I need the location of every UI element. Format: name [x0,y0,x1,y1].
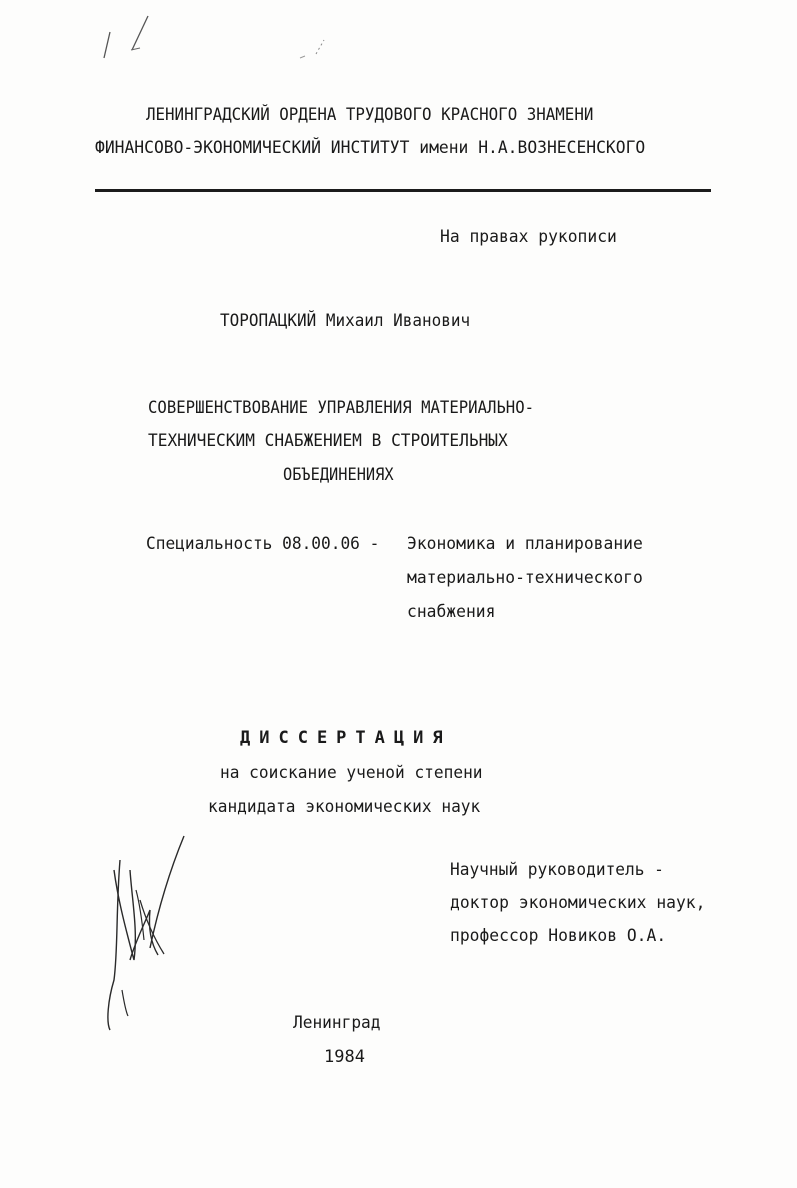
specialty-label: Специальность 08.00.06 - [146,534,380,554]
place: Ленинград [293,1013,381,1033]
signature-mark [100,830,200,1040]
author-name: ТОРОПАЦКИЙ Михаил Иванович [220,311,471,331]
supervisor-line-1: Научный руководитель - [450,860,664,880]
title-line-3: ОБЪЕДИНЕНИЯХ [283,465,394,485]
title-line-1: СОВЕРШЕНСТВОВАНИЕ УПРАВЛЕНИЯ МАТЕРИАЛЬНО- [148,398,535,418]
title-line-2: ТЕХНИЧЕСКИМ СНАБЖЕНИЕМ В СТРОИТЕЛЬНЫХ [148,431,508,451]
rights-note: На правах рукописи [440,227,617,247]
institution-line-1: ЛЕНИНГРАДСКИЙ ОРДЕНА ТРУДОВОГО КРАСНОГО ЗНАМЕНИ [146,105,594,125]
dissertation-heading: ДИССЕРТАЦИЯ [240,728,452,748]
supervisor-line-3: профессор Новиков О.А. [450,926,667,946]
pencil-marks [0,0,797,80]
specialty-line-3: снабжения [407,602,496,622]
specialty-line-2: материально-технического [407,568,643,588]
dissertation-line-1: на соискание ученой степени [220,763,483,783]
supervisor-line-2: доктор экономических наук, [450,893,706,913]
dissertation-line-2: кандидата экономических наук [208,797,481,817]
header-divider [95,189,711,192]
specialty-line-1: Экономика и планирование [407,534,643,554]
institution-line-2: ФИНАНСОВО-ЭКОНОМИЧЕСКИЙ ИНСТИТУТ имени Н.А.ВОЗНЕСЕНСКОГО [95,138,646,158]
year: 1984 [324,1047,365,1067]
